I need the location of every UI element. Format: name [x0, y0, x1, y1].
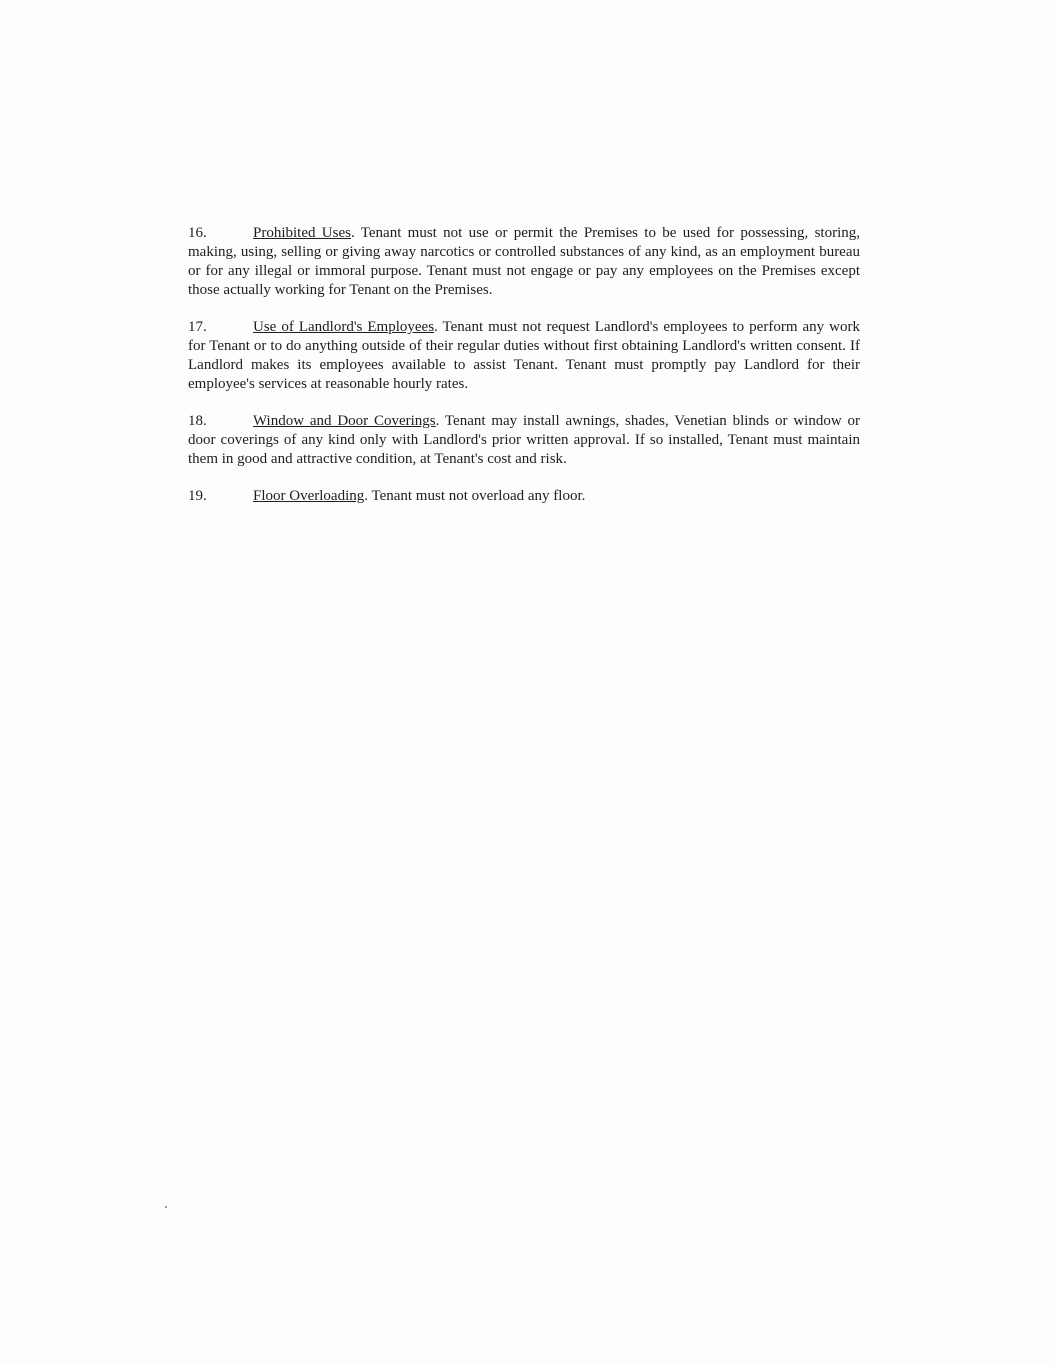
clause-heading: Prohibited Uses	[253, 225, 351, 241]
clause-19	[188, 487, 860, 506]
clause-text: . Tenant may install awnings, shades, Venetian blinds or window or door coverings of any kind only with Landlord's prior written approval. If so installed, Tenant must maintain them in good and attractive condition, at Tenant's cost and risk.	[188, 413, 860, 467]
clause-text: . Tenant must not request Landlord's employees to perform any work for Tenant or to do anything outside of their regular duties without first obtaining Landlord's written consent. If Landlord makes its employees available to assist Tenant. Tenant must promptly pay Landlord for their employee's services at reasonable hourly rates.	[188, 319, 860, 392]
clause-heading: Floor Overloading	[253, 488, 365, 504]
clause-18	[188, 412, 860, 469]
clause-number: 19.	[188, 488, 207, 504]
clause-number: 18.	[188, 413, 207, 429]
lease-clauses	[188, 224, 860, 524]
clause-text: . Tenant must not overload any floor.	[364, 488, 586, 504]
clause-heading: Use of Landlord's Employees	[253, 319, 435, 335]
scan-speck	[165, 1206, 167, 1208]
clause-heading: Window and Door Coverings	[253, 413, 436, 429]
clause-17	[188, 318, 860, 394]
clause-number: 17.	[188, 319, 207, 335]
clause-number: 16.	[188, 225, 207, 241]
clause-text: . Tenant must not use or permit the Premises to be used for possessing, storing, making, using, selling or giving away narcotics or controlled substances of any kind, as an employment bureau or for any illegal or immoral purpose. Tenant must not engage or pay any employees on the Premises except those actually working for Tenant on the Premises.	[188, 225, 861, 298]
clause-16	[188, 224, 860, 300]
